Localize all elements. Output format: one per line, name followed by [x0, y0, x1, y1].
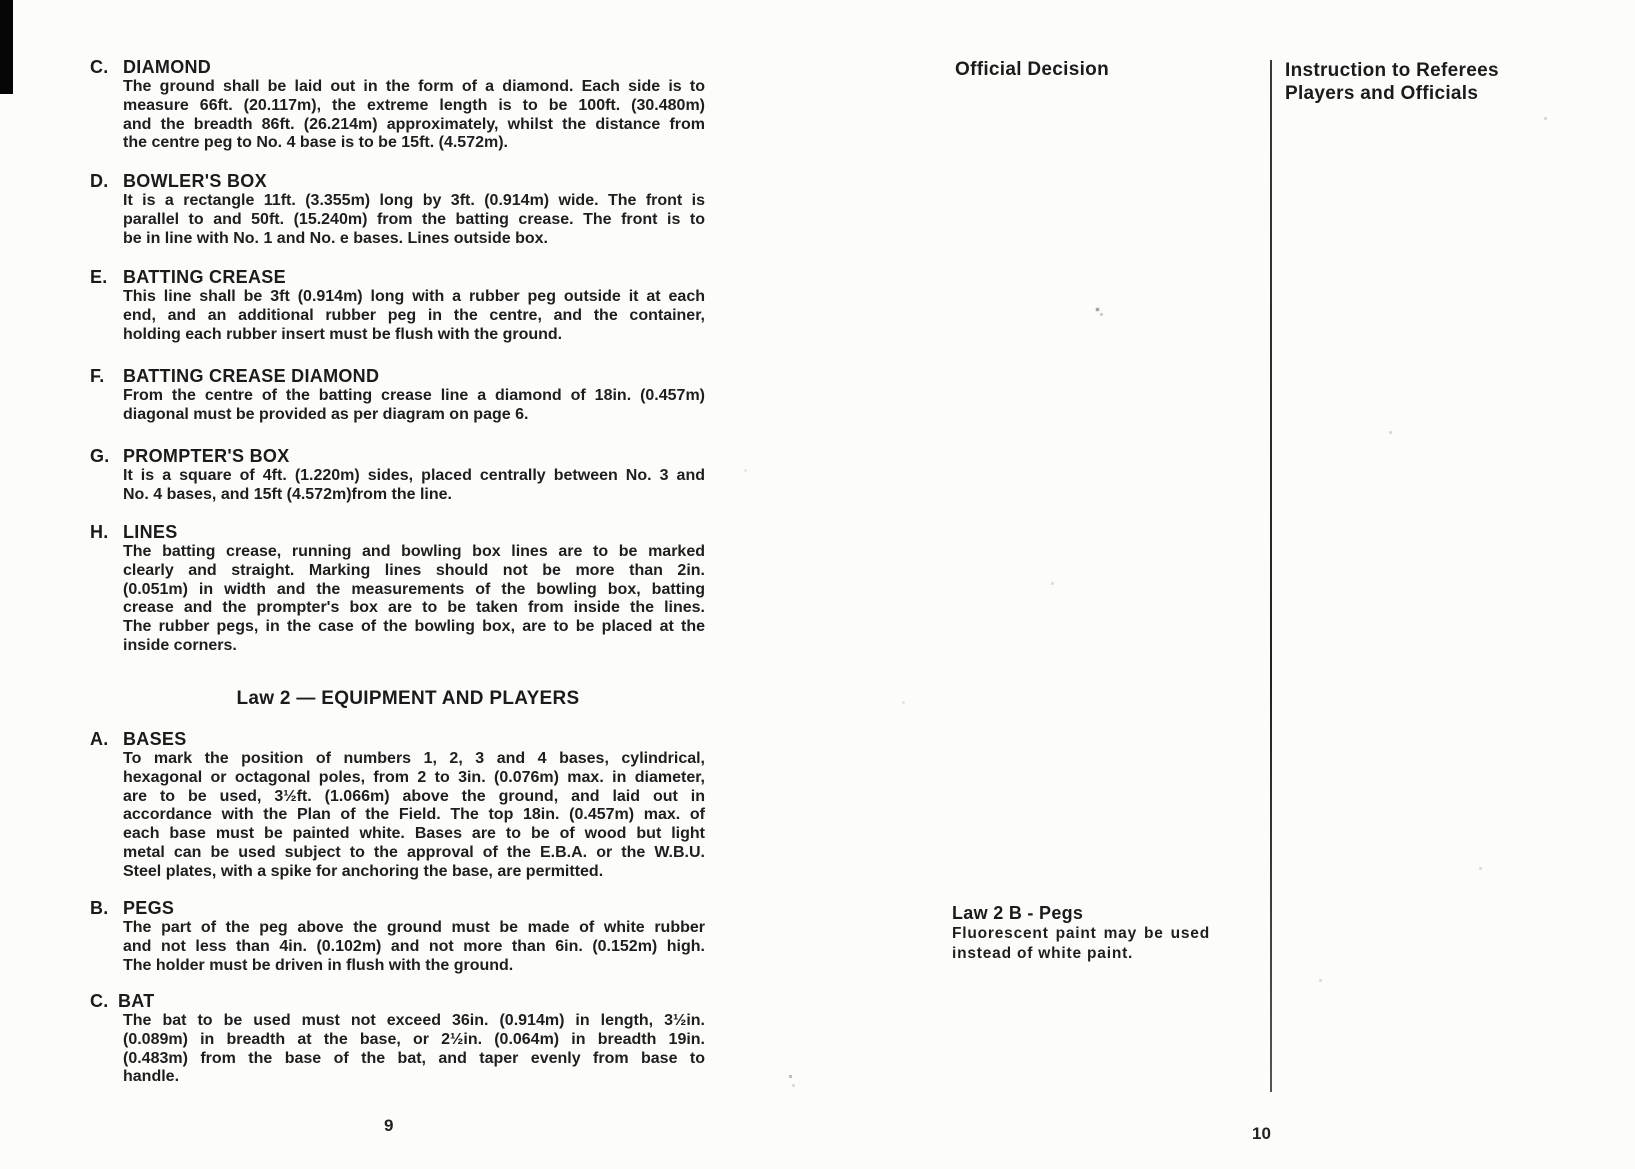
body-line: handle. — [123, 1068, 180, 1086]
body-line: be in line with No. 1 and No. e bases. Lines outside box. — [123, 229, 548, 247]
section-body — [123, 192, 705, 248]
scan-corner-artifact — [0, 0, 13, 94]
body-line: crease and the prompter's box are to be taken from inside the lines. — [123, 599, 705, 617]
section-title: BOWLER'S BOX — [123, 171, 267, 191]
body-line: The bat to be used must not exceed 36in. (0.914m) in length, 3½in. — [123, 1012, 705, 1029]
body-line: and not less than 4in. (0.102m) and not more than 6in. (0.152m) high. — [123, 937, 705, 955]
body-line: Fluorescent paint may be used — [952, 925, 1210, 942]
section-body — [123, 467, 705, 505]
body-line: The rubber pegs, in the case of the bowling box, are to be placed at the — [123, 618, 705, 636]
body-line: holding each rubber insert must be flush with the ground. — [123, 325, 563, 343]
annotation-body — [952, 924, 1210, 963]
section-letter: H. — [90, 522, 109, 542]
body-line: metal can be used subject to the approval of the E.B.A. or the W.B.U. — [123, 843, 705, 861]
section-body — [123, 387, 705, 425]
section-body — [123, 543, 705, 656]
body-line: (0.483m) from the base of the bat, and taper evenly from base to — [123, 1049, 705, 1067]
body-line: The holder must be driven in flush with the ground. — [123, 956, 514, 974]
body-line: To mark the position of numbers 1, 2, 3 and 4 bases, cylindrical, — [123, 750, 705, 767]
body-line: and the breadth 86ft. (26.214m) approximately, whilst the distance from — [123, 115, 705, 133]
body-line: Steel plates, with a spike for anchoring the base, are permitted. — [123, 862, 604, 880]
section-c-bat — [90, 990, 708, 1087]
body-line: The ground shall be laid out in the form of a diamond. Each side is to — [123, 78, 705, 95]
section-d-bowlers-box — [90, 170, 708, 248]
body-line: This line shall be 3ft (0.914m) long with a rubber peg outside it at each — [123, 288, 705, 305]
section-body — [123, 919, 705, 975]
body-line: clearly and straight. Marking lines should not be more than 2in. — [123, 561, 705, 579]
scan-noise-specks — [0, 0, 1, 1]
section-title: PEGS — [123, 898, 175, 918]
section-letter: C. — [90, 991, 109, 1011]
body-line: The part of the peg above the ground must be made of white rubber — [123, 919, 705, 936]
section-letter: B. — [90, 898, 109, 918]
body-line: parallel to and 50ft. (15.240m) from the batting crease. The front is to — [123, 210, 705, 228]
section-title: PROMPTER'S BOX — [123, 446, 290, 466]
body-line: end, and an additional rubber peg in the centre, and the container, — [123, 306, 705, 324]
official-decision-annotation — [952, 902, 1210, 963]
body-line: diagonal must be provided as per diagram on page 6. — [123, 405, 529, 423]
section-g-prompters-box — [90, 445, 708, 505]
section-c-diamond — [90, 56, 708, 153]
section-letter: C. — [90, 57, 109, 77]
section-body — [123, 1012, 705, 1087]
body-line: measure 66ft. (20.117m), the extreme length is to be 100ft. (30.480m) — [123, 96, 705, 114]
body-line: The batting crease, running and bowling box lines are to be marked — [123, 543, 705, 560]
official-decision-header: Official Decision — [955, 59, 1109, 80]
body-line: It is a rectangle 11ft. (3.355m) long by 3ft. (0.914m) wide. The front is — [123, 192, 705, 209]
body-line: (0.089m) in breadth at the base, or 2½in. (0.064m) in breadth 19in. — [123, 1030, 705, 1048]
section-letter: A. — [90, 729, 109, 749]
section-e-batting-crease — [90, 266, 708, 344]
body-line: From the centre of the batting crease line a diamond of 18in. (0.457m) — [123, 387, 705, 404]
section-f-batting-crease-diamond — [90, 365, 708, 425]
section-letter: F. — [90, 366, 105, 386]
body-line: accordance with the Plan of the Field. The top 18in. (0.457m) max. of — [123, 806, 705, 824]
section-body — [123, 750, 705, 882]
section-title: LINES — [123, 522, 178, 542]
section-letter: E. — [90, 267, 108, 287]
annotation-title: Law 2 B - Pegs — [952, 903, 1084, 923]
body-line: each base must be painted white. Bases are to be of wood but light — [123, 825, 705, 843]
page-number-9: 9 — [384, 1116, 394, 1135]
section-title: BAT — [118, 991, 155, 1011]
section-title: BASES — [123, 729, 187, 749]
section-title: BATTING CREASE DIAMOND — [123, 366, 380, 386]
section-body — [123, 78, 705, 153]
instruction-to-referees-header — [1285, 59, 1545, 105]
section-b-pegs — [90, 897, 708, 975]
instruction-header-line2: Players and Officials — [1285, 83, 1479, 104]
body-line: It is a square of 4ft. (1.220m) sides, placed centrally between No. 3 and — [123, 467, 705, 484]
section-letter: G. — [90, 446, 110, 466]
section-h-lines — [90, 521, 708, 656]
column-divider-rule — [1270, 60, 1272, 1092]
body-line: (0.051m) in width and the measurements of the bowling box, batting — [123, 580, 705, 598]
body-line: No. 4 bases, and 15ft (4.572m)from the line. — [123, 485, 452, 503]
section-a-bases — [90, 728, 708, 882]
instruction-header-line1: Instruction to Referees — [1285, 60, 1499, 81]
section-body — [123, 288, 705, 344]
body-line: are to be used, 3½ft. (1.066m) above the ground, and laid out in — [123, 787, 705, 805]
page-number-10: 10 — [1252, 1124, 1271, 1143]
body-line: inside corners. — [123, 636, 237, 654]
section-letter: D. — [90, 171, 109, 191]
law-2-heading: Law 2 — EQUIPMENT AND PLAYERS — [236, 688, 580, 709]
section-title: DIAMOND — [123, 57, 212, 77]
body-line: hexagonal or octagonal poles, from 2 to 3in. (0.076m) max. in diameter, — [123, 768, 705, 786]
body-line: instead of white paint. — [952, 944, 1134, 962]
body-line: the centre peg to No. 4 base is to be 15ft. (4.572m). — [123, 134, 508, 152]
section-title: BATTING CREASE — [123, 267, 286, 287]
